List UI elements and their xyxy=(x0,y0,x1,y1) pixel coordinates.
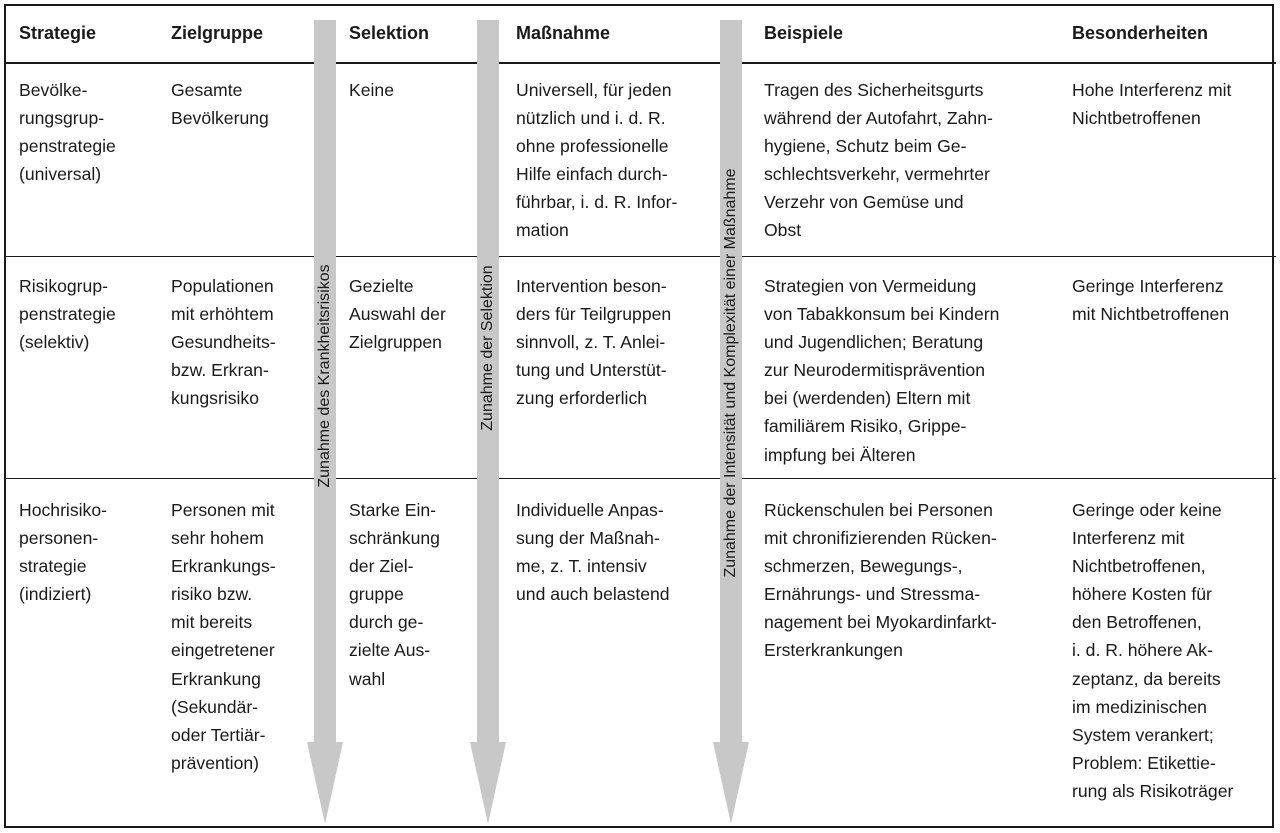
cell-strategie: Bevölke- rungsgrup- penstrategie (universal) xyxy=(19,80,116,185)
cell-massnahme: Universell, für jeden nützlich und i. d. R. ohne professionelle Hilfe einfach durch- führbar, i. d. R. Infor- mation xyxy=(516,80,678,241)
cell-strategie: Hochrisiko- personen- strategie (indiziert) xyxy=(19,500,107,605)
header-divider xyxy=(4,62,1276,64)
cell-besonderheiten: Geringe Interferenz mit Nichtbetroffenen xyxy=(1072,276,1230,325)
cell-besonderheiten: Geringe oder keine Interferenz mit Nichtbetroffenen, höhere Kosten für den Betroffenen, i. d. R. höhere Ak- zeptanz, da bereits im medizinischen System verankert; Problem: Etikettie- rung als Risikoträger xyxy=(1072,500,1234,801)
cell-beispiele: Strategien von Vermeidung von Tabakkonsum bei Kindern und Jugendlichen; Beratung zur Neurodermitisprävention bei (werdenden) Eltern mit familiärem Risiko, Grippe- impfung bei Älteren xyxy=(764,276,1000,465)
arrow-label-selektion: Zunahme der Selektion xyxy=(479,265,496,431)
header-beispiele: Beispiele xyxy=(764,23,844,43)
cell-massnahme: Intervention beson- ders für Teilgruppen sinnvoll, z. T. Anlei- tung und Unterstüt- zung erforderlich xyxy=(516,276,672,409)
cell-strategie: Risikogrup- penstrategie (selektiv) xyxy=(19,276,116,353)
arrow-label-krankheitsrisiko: Zunahme des Krankheitsrisikos xyxy=(316,264,333,488)
header-strategie: Strategie xyxy=(19,23,97,43)
cell-selektion: Starke Ein- schränkung der Ziel- gruppe durch ge- zielte Aus- wahl xyxy=(349,500,440,689)
header-selektion: Selektion xyxy=(349,23,430,43)
cell-massnahme: Individuelle Anpas- sung der Maßnah- me, z. T. intensiv und auch belastend xyxy=(516,500,670,605)
cell-selektion: Keine xyxy=(349,80,394,100)
header-zielgruppe: Zielgruppe xyxy=(171,23,264,43)
cell-beispiele: Rückenschulen bei Personen mit chronifizierenden Rücken- schmerzen, Bewegungs-, Ernährungs- und Stressma- nagement bei Myokardinfarkt- Ersterkrankungen xyxy=(764,500,997,661)
header-besonderheiten: Besonderheiten xyxy=(1072,23,1209,43)
header-massnahme: Maßnahme xyxy=(516,23,611,43)
arrow-label-intensitaet: Zunahme der Intensität und Komplexität einer Maßnahme xyxy=(722,168,739,578)
cell-zielgruppe: Personen mit sehr hohem Erkrankungs- risiko bzw. mit bereits eingetretener Erkrankung (Sekundär- oder Tertiär- prävention) xyxy=(171,500,276,773)
cell-besonderheiten: Hohe Interferenz mit Nichtbetroffenen xyxy=(1072,80,1232,129)
cell-zielgruppe: Populationen mit erhöhtem Gesundheits- bzw. Erkran- kungsrisiko xyxy=(171,276,276,409)
cell-zielgruppe: Gesamte Bevölkerung xyxy=(171,80,269,129)
cell-selektion: Gezielte Auswahl der Zielgruppen xyxy=(349,276,446,353)
row-divider xyxy=(4,478,1276,479)
cell-beispiele: Tragen des Sicherheitsgurts während der Autofahrt, Zahn- hygiene, Schutz beim Ge- schlechtsverkehr, vermehrter Verzehr von Gemüse und Obst xyxy=(764,80,993,241)
row-divider xyxy=(4,256,1276,257)
